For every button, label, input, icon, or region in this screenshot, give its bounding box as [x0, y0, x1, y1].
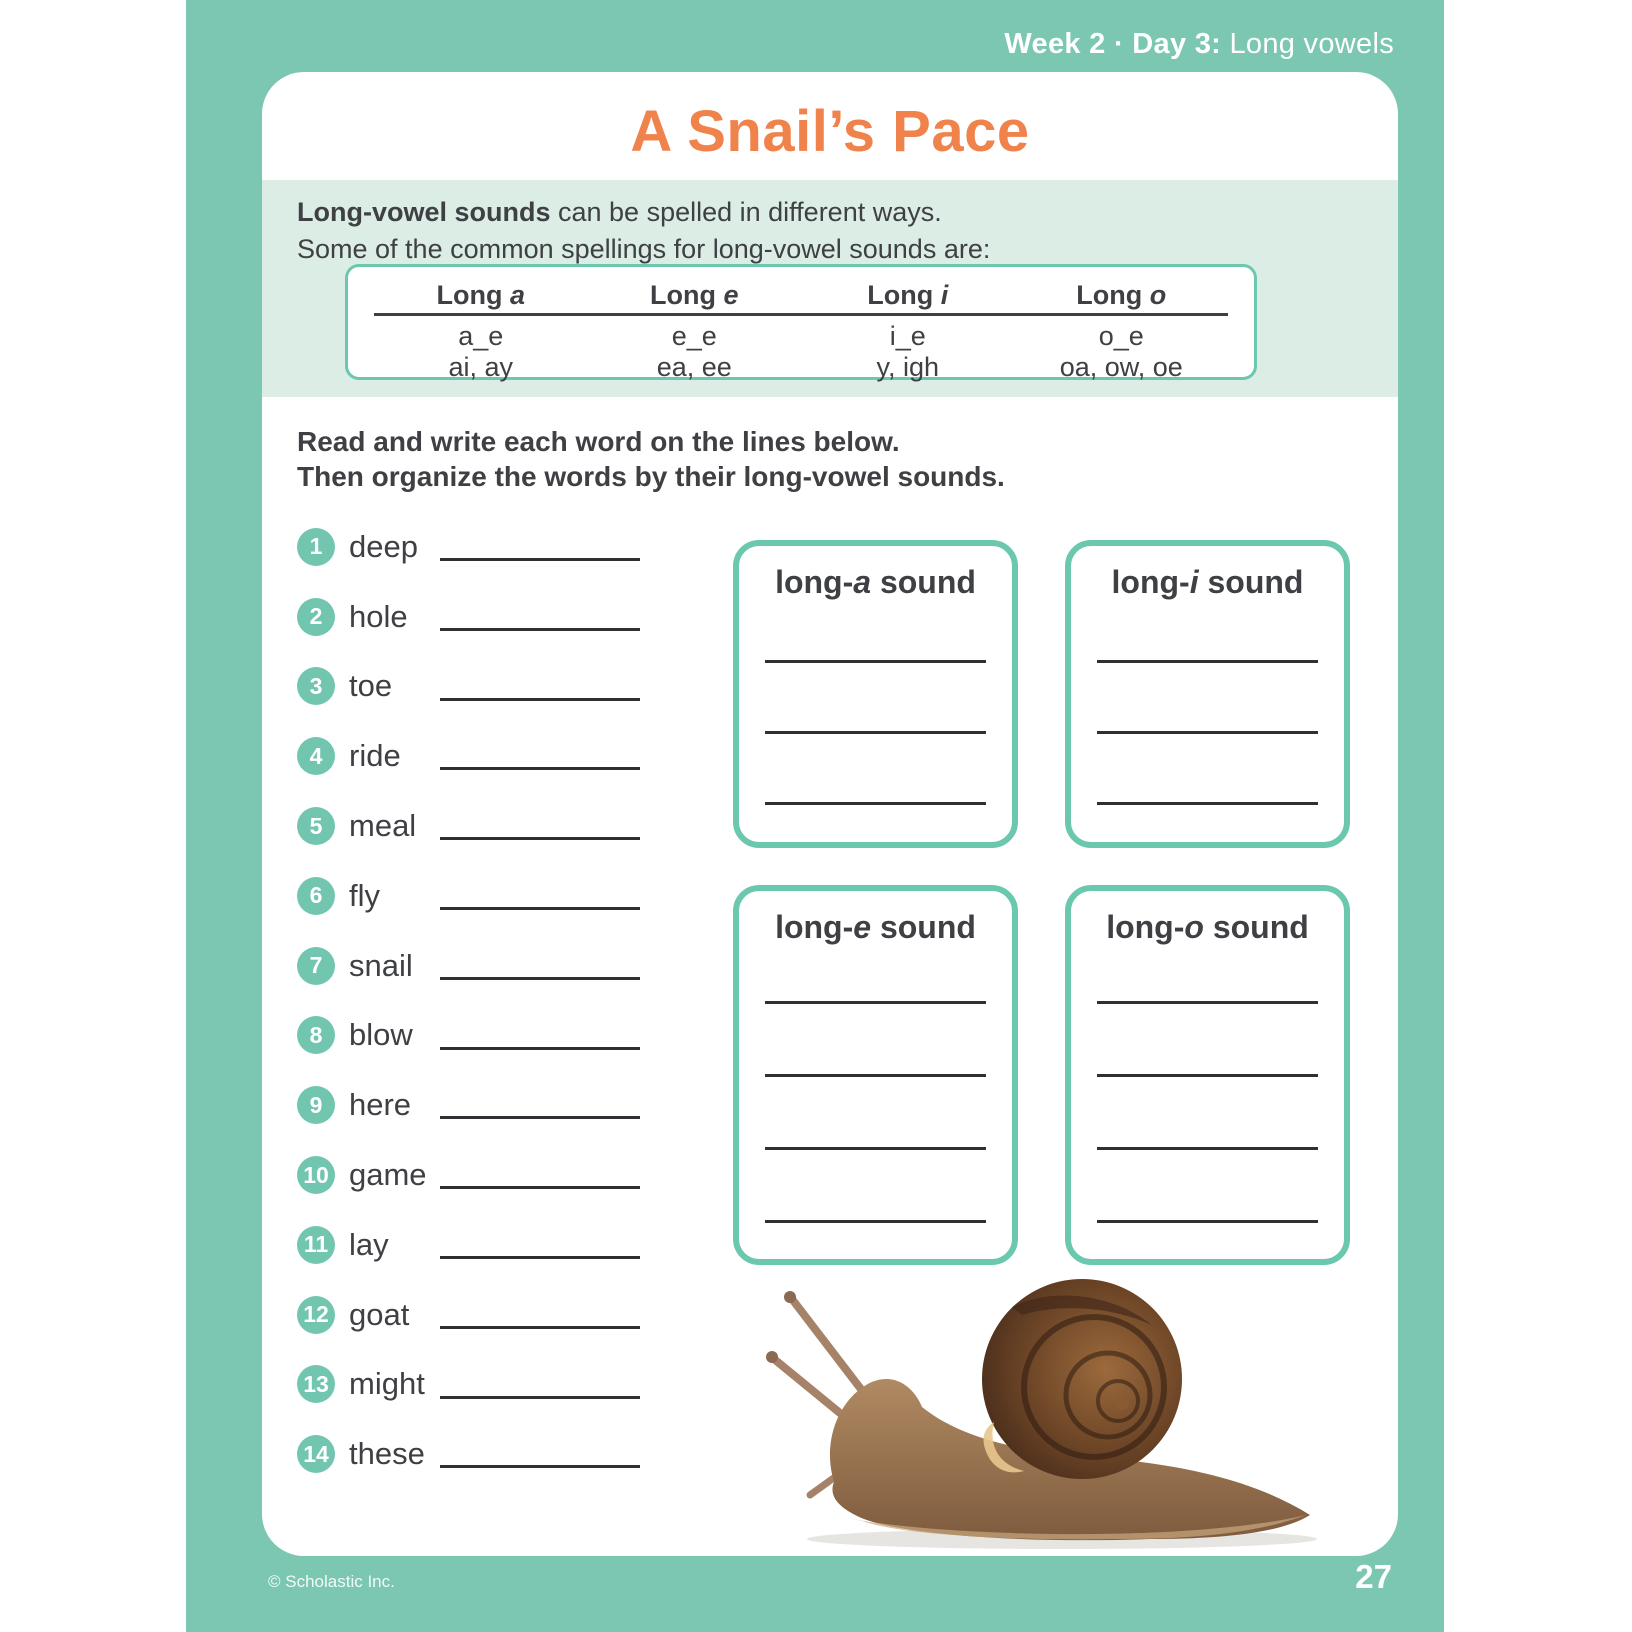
write-line[interactable] — [440, 1326, 640, 1329]
item-number-badge: 12 — [297, 1296, 335, 1334]
table-column-long-e — [588, 273, 802, 382]
info-line-1 — [297, 194, 990, 231]
word-label: might — [349, 1366, 425, 1402]
table-cell: ai, ay — [448, 352, 514, 382]
item-number-badge: 4 — [297, 737, 335, 775]
write-line[interactable] — [1097, 1147, 1318, 1150]
sound-box-long-a — [733, 540, 1018, 848]
write-line[interactable] — [440, 767, 640, 770]
word-label: snail — [349, 947, 413, 983]
word-row — [297, 931, 727, 1001]
word-label: deep — [349, 528, 418, 564]
write-line[interactable] — [765, 731, 986, 734]
sound-box-label: long-i sound — [1111, 564, 1304, 600]
write-line[interactable] — [440, 698, 640, 701]
item-number-badge: 7 — [297, 947, 335, 985]
table-column-long-i — [801, 273, 1015, 382]
word-label: fly — [349, 877, 380, 913]
write-line[interactable] — [440, 1047, 640, 1050]
word-row — [297, 721, 727, 791]
info-lead-rest: can be spelled in different ways. — [550, 197, 942, 227]
instructions-line-1: Read and write each word on the lines below. — [297, 426, 900, 457]
word-row — [297, 1001, 727, 1071]
copyright-notice: © Scholastic Inc. — [268, 1572, 395, 1591]
sound-box-label: long-a sound — [775, 564, 976, 600]
write-line[interactable] — [1097, 1001, 1318, 1004]
word-row — [297, 652, 727, 722]
item-number-badge: 6 — [297, 877, 335, 915]
info-text — [297, 194, 990, 268]
word-row — [297, 1070, 727, 1140]
sound-box-long-o — [1065, 885, 1350, 1265]
write-line[interactable] — [765, 660, 986, 663]
write-line[interactable] — [765, 1220, 986, 1223]
write-line[interactable] — [440, 628, 640, 631]
item-number-badge: 1 — [297, 528, 335, 566]
table-cell: e_e — [671, 321, 717, 351]
table-cell: o_e — [1098, 321, 1144, 351]
page-title: A Snail’s Pace — [630, 99, 1030, 164]
item-number-badge: 11 — [297, 1226, 335, 1264]
write-line[interactable] — [440, 837, 640, 840]
write-line[interactable] — [1097, 1074, 1318, 1077]
write-line[interactable] — [440, 977, 640, 980]
sound-box-long-i — [1065, 540, 1350, 848]
write-line[interactable] — [1097, 802, 1318, 805]
word-label: here — [349, 1087, 412, 1123]
write-line[interactable] — [440, 1256, 640, 1259]
sound-box-long-e — [733, 885, 1018, 1265]
sound-box-label: long-e sound — [775, 909, 976, 945]
write-line[interactable] — [1097, 1220, 1318, 1223]
word-row — [297, 582, 727, 652]
write-line[interactable] — [440, 1116, 640, 1119]
write-line[interactable] — [440, 1465, 640, 1468]
item-number-badge: 3 — [297, 667, 335, 705]
instructions — [297, 424, 1005, 494]
word-label: ride — [349, 738, 401, 774]
table-cell: y, igh — [876, 352, 940, 382]
item-number-badge: 5 — [297, 807, 335, 845]
word-row — [297, 1280, 727, 1350]
write-line[interactable] — [1097, 731, 1318, 734]
word-label: toe — [349, 668, 393, 704]
info-band — [262, 180, 1398, 397]
worksheet-page — [262, 72, 1398, 1556]
table-cell: i_e — [889, 321, 926, 351]
word-label: hole — [349, 598, 408, 634]
word-label: lay — [349, 1226, 389, 1262]
write-line[interactable] — [765, 1074, 986, 1077]
spelling-table — [345, 264, 1257, 380]
column-header: Long a — [374, 273, 588, 316]
word-row — [297, 1140, 727, 1210]
table-column-long-a — [374, 273, 588, 382]
write-line[interactable] — [1097, 660, 1318, 663]
word-row — [297, 861, 727, 931]
write-line[interactable] — [440, 1186, 640, 1189]
word-row — [297, 1419, 727, 1489]
table-cell: ea, ee — [656, 352, 732, 382]
write-line[interactable] — [765, 802, 986, 805]
item-number-badge: 14 — [297, 1435, 335, 1473]
word-label: game — [349, 1157, 427, 1193]
write-line[interactable] — [440, 907, 640, 910]
item-number-badge: 10 — [297, 1156, 335, 1194]
page-number: 27 — [1355, 1558, 1392, 1595]
snail-photo — [762, 1267, 1322, 1556]
item-number-badge: 9 — [297, 1086, 335, 1124]
word-row — [297, 512, 727, 582]
table-column-long-o — [1015, 273, 1229, 382]
write-line[interactable] — [765, 1147, 986, 1150]
word-label: blow — [349, 1017, 413, 1053]
word-label: goat — [349, 1296, 410, 1332]
word-label: meal — [349, 808, 417, 844]
column-header: Long e — [588, 273, 802, 316]
table-cell: oa, ow, oe — [1059, 352, 1183, 382]
info-line-2: Some of the common spellings for long-vowel sounds are: — [297, 234, 991, 264]
item-number-badge: 2 — [297, 598, 335, 636]
item-number-badge: 13 — [297, 1365, 335, 1403]
instructions-line-2: Then organize the words by their long-vowel sounds. — [297, 461, 1005, 492]
page-header — [1004, 28, 1394, 61]
word-row — [297, 791, 727, 861]
word-row — [297, 1210, 727, 1280]
sound-box-label: long-o sound — [1106, 909, 1309, 945]
table-cell: a_e — [458, 321, 504, 351]
week-day-label: Week 2 · Day 3: — [1004, 28, 1222, 60]
word-list — [297, 512, 727, 1489]
topic-label: Long vowels — [1221, 28, 1394, 60]
word-label: these — [349, 1436, 425, 1472]
info-lead-bold: Long-vowel sounds — [297, 197, 551, 227]
column-header: Long o — [1015, 273, 1229, 316]
column-header: Long i — [801, 273, 1015, 316]
item-number-badge: 8 — [297, 1016, 335, 1054]
write-line[interactable] — [765, 1001, 986, 1004]
word-row — [297, 1350, 727, 1420]
write-line[interactable] — [440, 558, 640, 561]
write-line[interactable] — [440, 1396, 640, 1399]
